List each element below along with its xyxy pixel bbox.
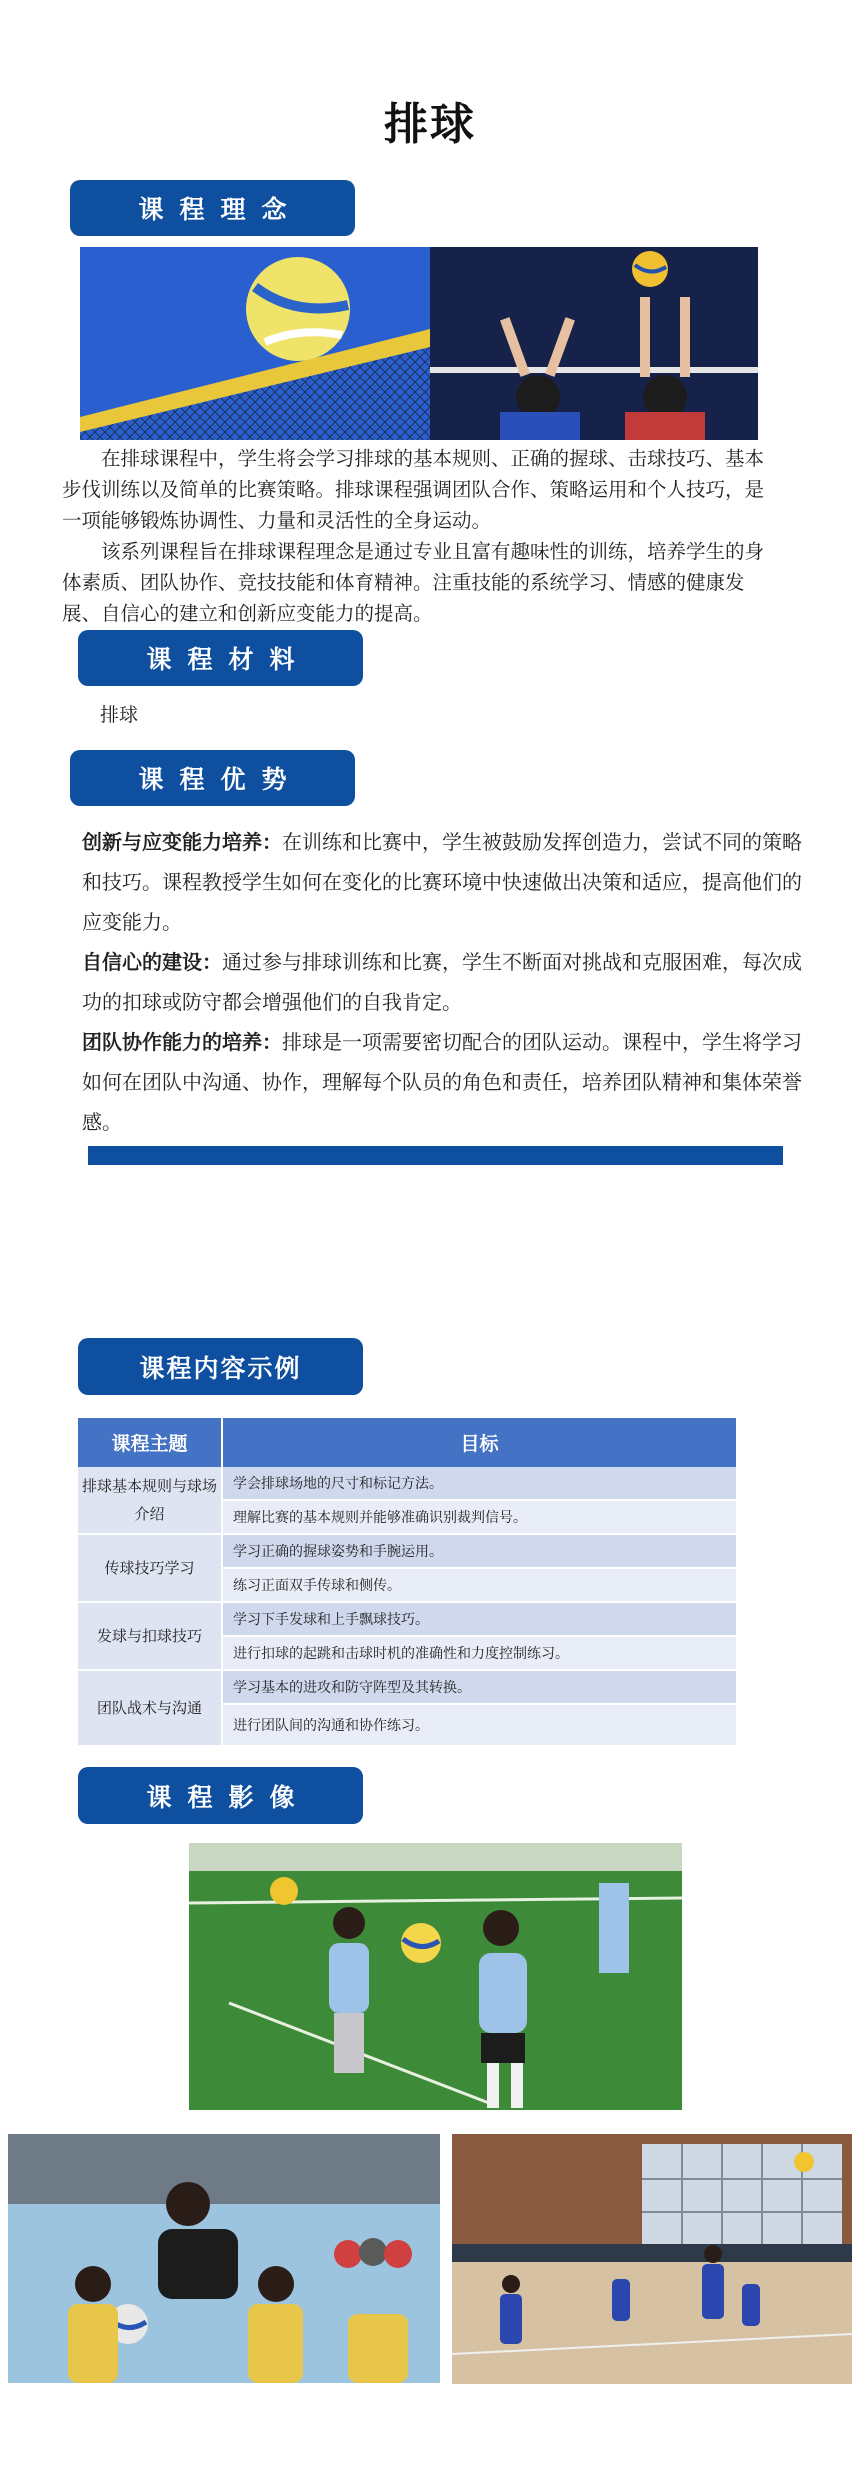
table-cell-goal: 学习下手发球和上手飘球技巧。 bbox=[222, 1602, 736, 1636]
table-header-topic: 课程主题 bbox=[78, 1418, 222, 1467]
section-header-images: 课程影像 bbox=[78, 1767, 363, 1824]
table-row bbox=[78, 1467, 736, 1500]
materials-item: 排球 bbox=[100, 704, 139, 726]
table-cell-goal: 学习正确的握球姿势和手腕运用。 bbox=[222, 1534, 736, 1568]
course-content-table bbox=[78, 1418, 736, 1747]
table-row bbox=[78, 1670, 736, 1704]
table-cell-topic: 发球与扣球技巧 bbox=[78, 1602, 222, 1670]
gym-volleyball-photo bbox=[452, 2134, 852, 2384]
table-cell-goal: 理解比赛的基本规则并能够准确识别裁判信号。 bbox=[222, 1500, 736, 1534]
volleyball-net-photo bbox=[80, 247, 430, 440]
concept-paragraph-2: 该系列课程旨在排球课程理念是通过专业且富有趣味性的训练，培养学生的身体素质、团队协作、竞技技能和体育精神。注重技能的系统学习、情感的健康发展、自信心的建立和创新应变能力的提高。 bbox=[62, 540, 765, 625]
table-row bbox=[78, 1602, 736, 1636]
advantage-item-innovation bbox=[82, 822, 810, 942]
advantage-text: 在训练和比赛中，学生被鼓励发挥创造力，尝试不同的策略和技巧。课程教授学生如何在变化的比赛环境中快速做出决策和适应，提高他们的应变能力。 bbox=[82, 830, 802, 934]
advantage-title: 创新与应变能力培养： bbox=[82, 830, 282, 854]
coach-kids-photo bbox=[8, 2134, 440, 2383]
table-cell-goal: 进行团队间的沟通和协作练习。 bbox=[222, 1704, 736, 1746]
section-divider-bar bbox=[88, 1146, 783, 1165]
page-title: 排球 bbox=[384, 99, 476, 150]
advantage-item-teamwork bbox=[82, 1022, 810, 1142]
table-cell-topic: 排球基本规则与球场介绍 bbox=[78, 1467, 222, 1534]
concept-paragraph-1: 在排球课程中，学生将会学习排球的基本规则、正确的握球、击球技巧、基本步伐训练以及简单的比赛策略。排球课程强调团队合作、策略运用和个人技巧，是一项能够锻炼协调性、力量和灵活性的全身运动。 bbox=[62, 447, 765, 532]
table-row bbox=[78, 1534, 736, 1568]
section-header-materials: 课程材料 bbox=[78, 630, 363, 686]
advantage-item-confidence bbox=[82, 942, 810, 1022]
advantage-title: 团队协作能力的培养： bbox=[82, 1030, 282, 1054]
kids-training-photo bbox=[189, 1843, 682, 2110]
table-cell-topic: 传球技巧学习 bbox=[78, 1534, 222, 1602]
advantage-text: 通过参与排球训练和比赛，学生不断面对挑战和克服困难，每次成功的扣球或防守都会增强他们的自我肯定。 bbox=[82, 950, 802, 1014]
concept-text bbox=[62, 443, 766, 629]
table-cell-goal: 学习基本的进攻和防守阵型及其转换。 bbox=[222, 1670, 736, 1704]
advantage-title: 自信心的建设： bbox=[82, 950, 222, 974]
table-cell-goal: 进行扣球的起跳和击球时机的准确性和力度控制练习。 bbox=[222, 1636, 736, 1670]
section-header-advantages: 课程优势 bbox=[70, 750, 355, 806]
volleyball-block-photo bbox=[430, 247, 758, 440]
table-cell-topic: 团队战术与沟通 bbox=[78, 1670, 222, 1746]
table-cell-goal: 学会排球场地的尺寸和标记方法。 bbox=[222, 1467, 736, 1500]
table-cell-goal: 练习正面双手传球和侧传。 bbox=[222, 1568, 736, 1602]
section-header-concept: 课程理念 bbox=[70, 180, 355, 236]
table-header-goal: 目标 bbox=[222, 1418, 736, 1467]
section-header-content-examples: 课程内容示例 bbox=[78, 1338, 363, 1395]
advantages-list bbox=[82, 822, 810, 1142]
advantage-text: 排球是一项需要密切配合的团队运动。课程中，学生将学习如何在团队中沟通、协作，理解每个队员的角色和责任，培养团队精神和集体荣誉感。 bbox=[82, 1030, 802, 1134]
